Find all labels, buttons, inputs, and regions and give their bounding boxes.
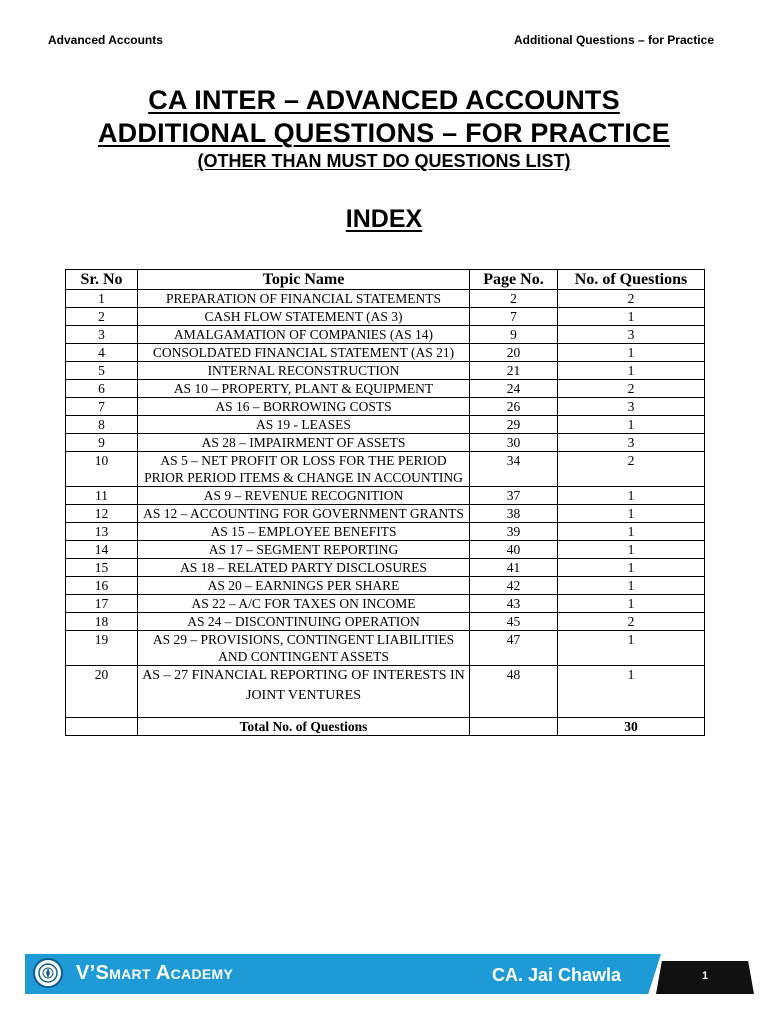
cell-topic: AMALGAMATION OF COMPANIES (AS 14) xyxy=(138,326,470,344)
cell-sr: 8 xyxy=(66,416,138,434)
total-row xyxy=(66,718,705,736)
col-header-no-of-questions: No. of Questions xyxy=(558,270,705,290)
cell-questions: 1 xyxy=(558,416,705,434)
cell-page: 26 xyxy=(470,398,558,416)
cell-topic: AS 15 – EMPLOYEE BENEFITS xyxy=(138,523,470,541)
cell-questions: 1 xyxy=(558,523,705,541)
cell-topic: AS 12 – ACCOUNTING FOR GOVERNMENT GRANTS xyxy=(138,505,470,523)
table-row xyxy=(66,362,705,380)
cell-page: 29 xyxy=(470,416,558,434)
cell-page: 21 xyxy=(470,362,558,380)
header-right: Additional Questions – for Practice xyxy=(513,33,714,47)
table-row xyxy=(66,452,705,487)
cell-sr: 12 xyxy=(66,505,138,523)
author-name: CA. Jai Chawla xyxy=(492,965,622,985)
cell-topic: AS 22 – A/C FOR TAXES ON INCOME xyxy=(138,595,470,613)
cell-page: 7 xyxy=(470,308,558,326)
cell-questions: 1 xyxy=(558,577,705,595)
cell-questions: 1 xyxy=(558,487,705,505)
table-header-row xyxy=(66,270,705,290)
cell-sr: 16 xyxy=(66,577,138,595)
cell-page: 39 xyxy=(470,523,558,541)
table-row xyxy=(66,666,705,718)
cell-topic: INTERNAL RECONSTRUCTION xyxy=(138,362,470,380)
cell-questions: 1 xyxy=(558,559,705,577)
academy-logo-icon xyxy=(33,958,63,988)
table-row xyxy=(66,380,705,398)
cell-sr: 18 xyxy=(66,613,138,631)
total-value: 30 xyxy=(558,718,705,736)
cell-sr: 11 xyxy=(66,487,138,505)
cell-page: 9 xyxy=(470,326,558,344)
cell-sr: 6 xyxy=(66,380,138,398)
cell-questions: 2 xyxy=(558,290,705,308)
cell-page: 37 xyxy=(470,487,558,505)
cell-topic: AS 10 – PROPERTY, PLANT & EQUIPMENT xyxy=(138,380,470,398)
cell-page: 43 xyxy=(470,595,558,613)
cell-sr: 9 xyxy=(66,434,138,452)
cell-page: 41 xyxy=(470,559,558,577)
cell-page: 45 xyxy=(470,613,558,631)
col-header-topic-name: Topic Name xyxy=(138,270,470,290)
title-subtitle: (OTHER THAN MUST DO QUESTIONS LIST) xyxy=(197,151,571,171)
cell-page: 24 xyxy=(470,380,558,398)
cell-questions: 1 xyxy=(558,505,705,523)
table-row xyxy=(66,595,705,613)
cell-sr: 10 xyxy=(66,452,138,487)
cell-topic: AS 24 – DISCONTINUING OPERATION xyxy=(138,613,470,631)
cell-topic: AS 9 – REVENUE RECOGNITION xyxy=(138,487,470,505)
table-row xyxy=(66,505,705,523)
cell-questions: 3 xyxy=(558,398,705,416)
cell-page: 20 xyxy=(470,344,558,362)
header-left: Advanced Accounts xyxy=(48,33,163,47)
table-row xyxy=(66,434,705,452)
cell-topic: AS 16 – BORROWING COSTS xyxy=(138,398,470,416)
title-block xyxy=(0,84,768,172)
table-row xyxy=(66,308,705,326)
table-row xyxy=(66,487,705,505)
cell-page: 38 xyxy=(470,505,558,523)
cell-topic: AS 5 – NET PROFIT OR LOSS FOR THE PERIOD PRIOR PERIOD ITEMS & CHANGE IN ACCOUNTING xyxy=(138,452,470,487)
page-number: 1 xyxy=(701,970,709,982)
cell-topic: AS 29 – PROVISIONS, CONTINGENT LIABILITIES AND CONTINGENT ASSETS xyxy=(138,631,470,666)
title-line-2: ADDITIONAL QUESTIONS – FOR PRACTICE xyxy=(97,118,671,148)
table-row xyxy=(66,326,705,344)
cell-page: 42 xyxy=(470,577,558,595)
table-row xyxy=(66,613,705,631)
cell-sr: 15 xyxy=(66,559,138,577)
cell-questions: 2 xyxy=(558,380,705,398)
cell-sr: 19 xyxy=(66,631,138,666)
cell-page: 40 xyxy=(470,541,558,559)
table-row xyxy=(66,344,705,362)
table-row xyxy=(66,290,705,308)
index-heading: INDEX xyxy=(345,205,423,233)
cell-page: 2 xyxy=(470,290,558,308)
cell-topic: AS 20 – EARNINGS PER SHARE xyxy=(138,577,470,595)
cell-questions: 1 xyxy=(558,595,705,613)
cell-topic: AS 18 – RELATED PARTY DISCLOSURES xyxy=(138,559,470,577)
total-empty-cell xyxy=(470,718,558,736)
cell-questions: 3 xyxy=(558,434,705,452)
cell-sr: 1 xyxy=(66,290,138,308)
cell-questions: 1 xyxy=(558,541,705,559)
cell-sr: 3 xyxy=(66,326,138,344)
cell-sr: 4 xyxy=(66,344,138,362)
cell-topic: AS 17 – SEGMENT REPORTING xyxy=(138,541,470,559)
table-row xyxy=(66,398,705,416)
brand-name: V’Smart Academy xyxy=(76,962,234,984)
cell-questions: 1 xyxy=(558,362,705,380)
table-row xyxy=(66,559,705,577)
cell-questions: 3 xyxy=(558,326,705,344)
col-header-page-no: Page No. xyxy=(470,270,558,290)
total-empty-cell xyxy=(66,718,138,736)
cell-topic: CASH FLOW STATEMENT (AS 3) xyxy=(138,308,470,326)
col-header-sr-no: Sr. No xyxy=(66,270,138,290)
cell-page: 34 xyxy=(470,452,558,487)
index-table xyxy=(65,269,705,736)
title-line-1: CA INTER – ADVANCED ACCOUNTS xyxy=(148,85,620,115)
cell-sr: 13 xyxy=(66,523,138,541)
cell-page: 48 xyxy=(470,666,558,718)
cell-sr: 2 xyxy=(66,308,138,326)
cell-sr: 17 xyxy=(66,595,138,613)
cell-topic: PREPARATION OF FINANCIAL STATEMENTS xyxy=(138,290,470,308)
cell-sr: 5 xyxy=(66,362,138,380)
cell-topic: AS – 27 FINANCIAL REPORTING OF INTERESTS IN JOINT VENTURES xyxy=(138,666,470,718)
cell-topic: CONSOLDATED FINANCIAL STATEMENT (AS 21) xyxy=(138,344,470,362)
cell-questions: 2 xyxy=(558,452,705,487)
cell-questions: 1 xyxy=(558,666,705,718)
cell-page: 47 xyxy=(470,631,558,666)
table-row xyxy=(66,631,705,666)
table-row xyxy=(66,416,705,434)
running-header xyxy=(48,33,714,47)
table-row xyxy=(66,523,705,541)
cell-questions: 2 xyxy=(558,613,705,631)
cell-questions: 1 xyxy=(558,344,705,362)
cell-sr: 14 xyxy=(66,541,138,559)
cell-sr: 7 xyxy=(66,398,138,416)
cell-questions: 1 xyxy=(558,631,705,666)
total-label: Total No. of Questions xyxy=(138,718,470,736)
cell-topic: AS 19 - LEASES xyxy=(138,416,470,434)
cell-sr: 20 xyxy=(66,666,138,718)
table-row xyxy=(66,577,705,595)
table-row xyxy=(66,541,705,559)
cell-topic: AS 28 – IMPAIRMENT OF ASSETS xyxy=(138,434,470,452)
cell-page: 30 xyxy=(470,434,558,452)
cell-questions: 1 xyxy=(558,308,705,326)
